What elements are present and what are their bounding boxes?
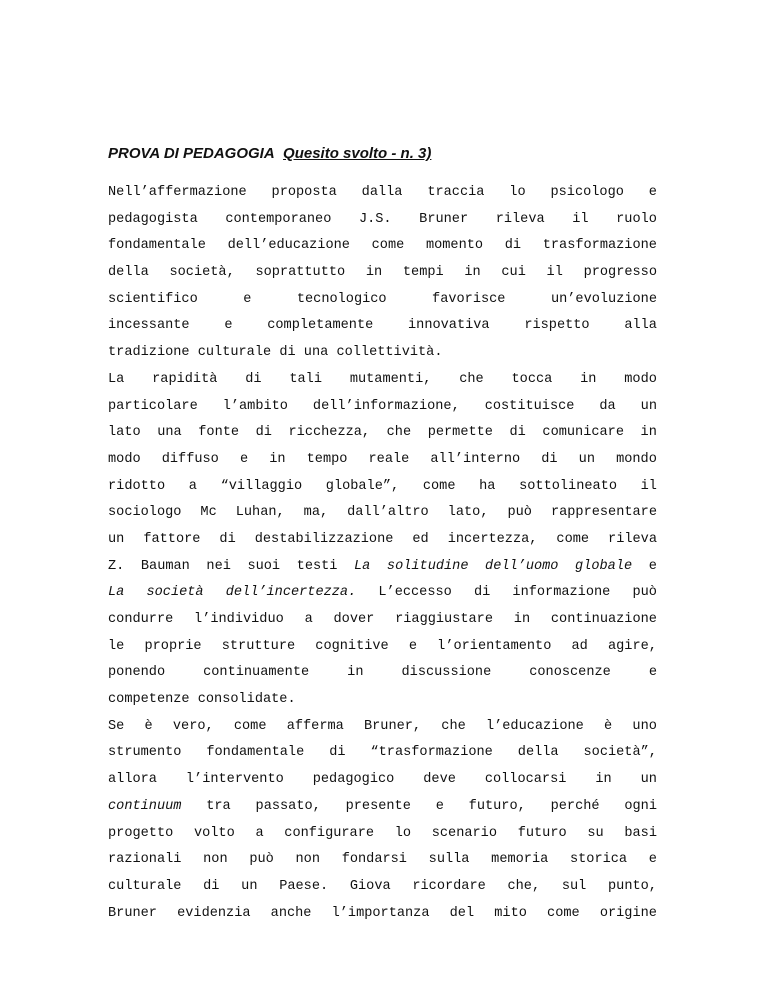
word: di [504, 238, 522, 254]
text-line [108, 847, 657, 874]
word: e [648, 185, 657, 200]
word: configurare [284, 825, 375, 841]
word: che [441, 718, 466, 734]
word: “trasformazione [370, 745, 493, 761]
word: tempi [402, 265, 444, 281]
word: rapidità [152, 371, 218, 387]
text-line [108, 287, 657, 314]
text-line [108, 554, 657, 581]
word: solitudine [386, 558, 469, 574]
word: collettività. [336, 345, 443, 361]
word: tra [206, 798, 231, 814]
word: di [473, 585, 491, 601]
word: l’ambito [222, 398, 288, 414]
word: futuro, [468, 798, 526, 814]
word: una [303, 345, 329, 361]
word: il [640, 478, 657, 494]
word: modo [108, 451, 141, 467]
word: di [279, 345, 296, 361]
word: l’intervento [185, 772, 284, 788]
word: di [203, 878, 220, 894]
text-line [108, 500, 657, 527]
word: un [108, 531, 125, 547]
word: a [304, 612, 313, 627]
word: culturale [197, 345, 272, 361]
word: dell’informazione, [312, 398, 460, 414]
word: suoi [247, 558, 281, 574]
word: del [449, 905, 475, 921]
word: in [269, 451, 286, 467]
word: discussione [401, 665, 492, 681]
word: da [599, 398, 616, 414]
word: Luhan, [235, 505, 285, 521]
word: un [241, 878, 258, 894]
word: tali [289, 371, 322, 387]
word: può [249, 852, 274, 868]
word: che, [507, 878, 541, 894]
word: reale [368, 451, 410, 467]
word: le [108, 638, 125, 654]
word: è [144, 718, 153, 734]
word: ma, [303, 505, 329, 521]
text-line [108, 634, 657, 661]
word: memoria [491, 852, 549, 868]
word: ricordare [412, 878, 486, 894]
word: che [459, 371, 484, 387]
word: J.S. [358, 211, 392, 227]
text-line [108, 874, 657, 901]
word: traccia [427, 185, 485, 200]
text-line [108, 233, 657, 260]
word: in [347, 665, 364, 681]
word: proposta [271, 185, 337, 200]
word: dall’altro [347, 505, 429, 521]
word: presente [345, 798, 411, 814]
text-line [108, 367, 657, 394]
text-line [108, 420, 657, 447]
word: e [648, 665, 657, 681]
word: agire, [607, 638, 657, 654]
word: costituisce [484, 398, 575, 414]
word: comunicare [542, 425, 624, 441]
text-line [108, 660, 657, 687]
word: La [108, 585, 125, 601]
word: di [255, 425, 272, 441]
word: può [507, 505, 532, 521]
word: modo [624, 371, 657, 387]
word: ha [479, 478, 496, 494]
word: momento [425, 238, 484, 254]
word: ridotto [108, 478, 166, 494]
word: scientifico [108, 291, 198, 307]
word: allora [108, 772, 157, 788]
word: psicologo [550, 185, 624, 200]
word: Mc [200, 505, 217, 521]
word: mutamenti, [349, 371, 432, 387]
word: come [422, 478, 456, 494]
document-title [108, 145, 431, 163]
text-line [108, 767, 657, 794]
word: lato, [447, 505, 489, 521]
text-line [108, 607, 657, 634]
word: un [640, 398, 657, 414]
text-line [108, 180, 657, 207]
word: L’eccesso [378, 585, 452, 601]
text-line [108, 313, 657, 340]
word: dover [333, 612, 375, 627]
word: in [595, 772, 612, 788]
text-line [108, 794, 657, 821]
word: Paese. [279, 878, 329, 894]
word: particolare [108, 398, 198, 414]
word: un [578, 451, 595, 467]
word: continuamente [203, 665, 310, 681]
text-line [108, 394, 657, 421]
word: scenario [431, 825, 497, 841]
word: può [632, 585, 657, 601]
word: Z. [108, 558, 125, 574]
word: come [233, 718, 267, 734]
text-line [108, 527, 657, 554]
word: cognitive [315, 638, 389, 654]
text-line [108, 580, 657, 607]
word: e [239, 451, 249, 467]
word: ruolo [616, 211, 657, 227]
word: su [587, 825, 604, 841]
word: vero, [172, 718, 214, 734]
word: evidenzia [177, 905, 251, 921]
word: deve [423, 772, 456, 788]
word: completamente [267, 318, 374, 334]
word: volto [193, 825, 235, 841]
word: un’evoluzione [550, 291, 657, 307]
word: permette [427, 425, 493, 441]
word: come [371, 238, 405, 254]
word: condurre [108, 612, 174, 627]
word: in [580, 371, 597, 387]
word: mondo [616, 451, 657, 467]
word: sociologo [108, 505, 182, 521]
word: “villaggio [220, 478, 303, 494]
word: sul [561, 878, 587, 894]
word: cui [501, 265, 526, 281]
word: non [203, 852, 228, 868]
word: Se [108, 718, 125, 734]
word: tecnologico [296, 291, 387, 307]
word: fonte [198, 425, 240, 441]
word: in [513, 612, 531, 627]
word: sulla [428, 852, 470, 868]
word: Nell’affermazione [108, 185, 247, 200]
word: un [640, 772, 657, 788]
word: e [408, 638, 418, 654]
word: competenze [108, 692, 190, 708]
word: l’individuo [194, 612, 284, 627]
word: lo [509, 185, 526, 200]
word: il [572, 211, 589, 227]
word: Bruner, [363, 718, 422, 734]
text-line [108, 714, 657, 741]
word: all’interno [430, 451, 521, 467]
word: come [556, 531, 590, 547]
word: della [108, 265, 149, 281]
word: ad [571, 638, 588, 654]
word: dalla [361, 185, 403, 200]
word: fondarsi [341, 852, 407, 868]
word: ed [412, 531, 429, 547]
word: proprie [144, 638, 202, 654]
word: rileva [608, 531, 657, 547]
word: ponendo [108, 665, 166, 681]
word: anche [270, 905, 312, 921]
word: in [365, 265, 383, 281]
text-line [108, 901, 657, 928]
word: globale”, [325, 478, 400, 494]
word: consolidate. [197, 692, 296, 708]
word: dell’educazione [227, 238, 350, 254]
word: strumento [108, 745, 182, 761]
word: globale [575, 558, 633, 574]
word: Bauman [140, 558, 190, 574]
word: perché [550, 798, 600, 814]
word: dell’uomo [485, 558, 559, 574]
word: lo [394, 825, 412, 841]
word: origine [599, 905, 657, 921]
word: l’educazione [485, 718, 584, 734]
word: l’orientamento [437, 638, 552, 654]
word: e [243, 291, 252, 307]
word: tocca [511, 371, 553, 387]
word: storica [569, 852, 628, 868]
text-line [108, 740, 657, 767]
word: basi [624, 825, 657, 841]
word: pedagogico [312, 772, 395, 788]
word: uno [632, 718, 657, 734]
word: mito [494, 905, 527, 921]
word: afferma [286, 718, 344, 734]
word: continuum [108, 798, 182, 814]
word: strutture [221, 638, 296, 654]
word: innovativa [408, 318, 490, 334]
word: fondamentale [108, 238, 206, 254]
word: fondamentale [206, 745, 305, 761]
word: sottolineato [519, 478, 617, 494]
title-main: PROVA DI PEDAGOGIA [108, 145, 275, 162]
word: progetto [108, 825, 174, 841]
document-body [108, 180, 657, 927]
word: destabilizzazione [254, 531, 394, 547]
word: punto, [608, 878, 657, 894]
word: ogni [624, 798, 657, 814]
text-line [108, 340, 657, 367]
word: in [640, 425, 657, 441]
word: e [435, 798, 444, 814]
word: rispetto [524, 318, 590, 334]
word: favorisce [432, 291, 506, 307]
word: Bruner [419, 211, 469, 227]
text-line [108, 474, 657, 501]
text-line [108, 207, 657, 234]
word: progresso [583, 265, 657, 281]
word: passato, [255, 798, 321, 814]
word: incessante [108, 318, 190, 334]
word: a [255, 825, 264, 841]
word: di [509, 425, 526, 441]
word: una [157, 425, 182, 441]
word: lato [108, 425, 141, 441]
word: ricchezza, [288, 425, 371, 441]
word: tradizione [108, 345, 190, 361]
word: della [517, 745, 559, 761]
word: il [546, 265, 563, 281]
word: nei [206, 558, 231, 574]
word: soprattutto [255, 265, 346, 281]
word: di [541, 451, 558, 467]
word: testi [296, 558, 338, 574]
word: riaggiustare [395, 612, 493, 627]
word: e [224, 318, 233, 334]
word: che [386, 425, 412, 441]
word: Bruner [108, 905, 157, 921]
word: incertezza, [447, 531, 538, 547]
word: La [354, 558, 371, 574]
text-line [108, 447, 657, 474]
word: dell’incertezza. [225, 585, 357, 601]
word: futuro [517, 825, 567, 841]
word: di [219, 531, 236, 547]
word: pedagogista [108, 211, 198, 227]
word: di [329, 745, 346, 761]
word: di [245, 371, 262, 387]
word: trasformazione [542, 238, 657, 254]
word: società [146, 585, 204, 601]
word: tempo [306, 451, 348, 467]
word: Giova [349, 878, 391, 894]
word: società”, [583, 745, 657, 761]
word: rileva [495, 211, 545, 227]
word: continuazione [550, 612, 657, 627]
word: non [295, 852, 320, 868]
word: conoscenze [529, 665, 611, 681]
word: è [604, 718, 613, 734]
word: informazione [512, 585, 611, 601]
word: La [108, 371, 125, 387]
text-line [108, 821, 657, 848]
text-line [108, 687, 657, 714]
text-line [108, 260, 657, 287]
word: razionali [108, 852, 182, 868]
word: alla [624, 318, 657, 334]
word: e [648, 852, 657, 868]
word: diffuso [161, 451, 219, 467]
word: a [188, 478, 197, 494]
word: contemporaneo [225, 211, 332, 227]
word: e [648, 558, 657, 574]
word: società, [169, 265, 235, 281]
word: fattore [143, 531, 201, 547]
word: come [547, 905, 580, 921]
word: collocarsi [484, 772, 567, 788]
title-subtitle: Quesito svolto - n. 3) [283, 145, 432, 162]
word: l’importanza [331, 905, 430, 921]
word: rappresentare [550, 505, 657, 521]
word: culturale [108, 878, 182, 894]
word: in [464, 265, 481, 281]
